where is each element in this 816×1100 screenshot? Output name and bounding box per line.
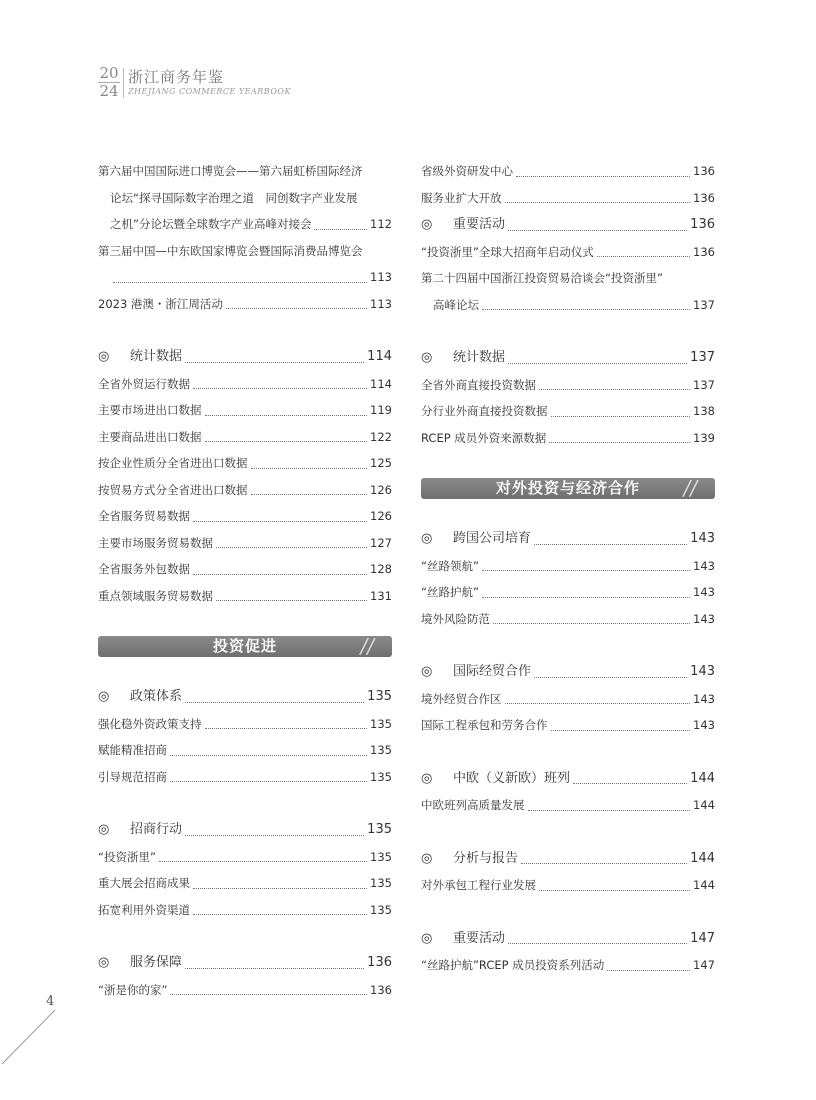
toc-entry[interactable] bbox=[98, 583, 392, 610]
toc-entry-line[interactable]: 第六届中国国际进口博览会——第六届虹桥国际经济 bbox=[98, 164, 363, 178]
toc-entry-page: 113 bbox=[370, 296, 392, 311]
dot-leader bbox=[482, 570, 690, 571]
toc-section-heading[interactable] bbox=[421, 846, 715, 873]
dot-leader bbox=[534, 544, 687, 545]
toc-entry-text: 重大展会招商成果 bbox=[98, 876, 190, 890]
toc-section-heading[interactable] bbox=[98, 950, 392, 977]
toc-section-heading[interactable] bbox=[421, 766, 715, 793]
dot-leader bbox=[528, 810, 691, 811]
dot-leader bbox=[193, 574, 367, 575]
toc-entry[interactable] bbox=[421, 398, 715, 425]
toc-entry[interactable] bbox=[98, 764, 392, 791]
page-number: 4 bbox=[46, 994, 55, 1009]
chapter-banner-investment[interactable] bbox=[98, 636, 392, 657]
dot-leader bbox=[516, 176, 690, 177]
header-divider bbox=[123, 68, 124, 98]
yearbook-subtitle: ZHEJIANG COMMERCE YEARBOOK bbox=[128, 87, 291, 96]
toc-entry-page: 137 bbox=[693, 297, 715, 312]
toc-left-column bbox=[98, 158, 392, 1003]
section-page: 135 bbox=[367, 822, 392, 837]
toc-entry-page: 143 bbox=[693, 585, 715, 599]
toc-entry-text: 强化稳外资政策支持 bbox=[98, 716, 202, 731]
toc-entry-text: 全省外贸运行数据 bbox=[98, 376, 190, 391]
dot-leader bbox=[508, 230, 687, 231]
dot-leader bbox=[551, 416, 691, 417]
dot-leader bbox=[193, 388, 367, 389]
toc-entry-text: 省级外资研发中心 bbox=[421, 164, 513, 178]
toc-entry-text: “浙是你的家” bbox=[98, 982, 168, 997]
toc-entry[interactable] bbox=[98, 264, 392, 291]
dot-leader bbox=[170, 994, 367, 995]
dot-leader bbox=[216, 600, 367, 601]
year-mark bbox=[98, 66, 120, 99]
toc-entry-text: 对外承包工程行业发展 bbox=[421, 878, 536, 892]
dot-leader bbox=[521, 863, 687, 864]
toc-entry-page: 127 bbox=[370, 535, 392, 550]
toc-entry[interactable] bbox=[98, 424, 392, 451]
toc-entry-line[interactable]: 第三届中国—中东欧国家博览会暨国际消费品博览会 bbox=[98, 243, 363, 258]
toc-entry-page: 144 bbox=[693, 798, 715, 812]
slash-decoration-icon: // bbox=[360, 634, 374, 658]
toc-entry[interactable] bbox=[421, 606, 715, 633]
dot-leader bbox=[534, 677, 687, 678]
section-bullet-icon: ◎ bbox=[98, 689, 110, 704]
toc-entry-text: 全省服务外包数据 bbox=[98, 562, 190, 576]
toc-entry[interactable] bbox=[421, 185, 715, 212]
chapter-title: 投资促进 bbox=[212, 637, 277, 655]
toc-section-heading[interactable] bbox=[421, 926, 715, 953]
section-bullet-icon: ◎ bbox=[421, 930, 433, 946]
toc-entry-text: 按企业性质分全省进出口数据 bbox=[98, 456, 248, 470]
section-page: 147 bbox=[690, 930, 715, 946]
chapter-banner-outbound[interactable] bbox=[421, 478, 715, 499]
toc-entry-page: 135 bbox=[370, 849, 392, 864]
toc-section-heading[interactable] bbox=[98, 344, 392, 371]
toc-entry-text: 国际工程承包和劳务合作 bbox=[421, 718, 548, 732]
toc-entry-text: 之机”分论坛暨全球数字产业高峰对接会 bbox=[110, 217, 312, 231]
toc-section-heading[interactable] bbox=[98, 684, 392, 711]
toc-entry-page: 143 bbox=[693, 691, 715, 706]
toc-entry[interactable] bbox=[98, 737, 392, 764]
section-bullet-icon: ◎ bbox=[98, 955, 110, 970]
toc-entry-page: 143 bbox=[693, 718, 715, 732]
section-bullet-icon: ◎ bbox=[98, 349, 110, 364]
dot-leader bbox=[539, 890, 690, 891]
toc-entry-page: 136 bbox=[693, 244, 715, 259]
toc-entry-page: 135 bbox=[370, 876, 392, 890]
section-title: 国际经贸合作 bbox=[453, 664, 532, 679]
dot-leader bbox=[251, 468, 368, 469]
toc-entry[interactable] bbox=[421, 239, 715, 266]
toc-entry-page: 147 bbox=[693, 958, 715, 972]
toc-entry-page: 143 bbox=[693, 558, 715, 573]
toc-entry-text: 按贸易方式分全省进出口数据 bbox=[98, 482, 248, 497]
toc-entry-line[interactable]: 论坛“探寻国际数字治理之道 同创数字产业发展 bbox=[110, 190, 358, 205]
toc-entry[interactable] bbox=[421, 712, 715, 739]
section-page: 144 bbox=[690, 770, 715, 786]
dot-leader bbox=[508, 943, 687, 944]
dot-leader bbox=[314, 229, 367, 230]
dot-leader bbox=[185, 968, 364, 969]
section-page: 136 bbox=[690, 217, 715, 232]
section-title: 服务保障 bbox=[130, 955, 183, 970]
toc-section-heading[interactable] bbox=[421, 212, 715, 239]
toc-entry-text: 分行业外商直接投资数据 bbox=[421, 404, 548, 418]
toc-entry[interactable] bbox=[421, 292, 715, 319]
toc-entry-text: 全省服务贸易数据 bbox=[98, 509, 190, 523]
toc-entry[interactable] bbox=[98, 977, 392, 1004]
section-bullet-icon: ◎ bbox=[421, 350, 433, 365]
toc-entry-page: 135 bbox=[370, 716, 392, 731]
toc-entry[interactable] bbox=[421, 372, 715, 399]
toc-entry[interactable] bbox=[421, 579, 715, 606]
toc-entry[interactable] bbox=[98, 211, 392, 238]
dot-leader bbox=[205, 728, 368, 729]
toc-entry-text: 高峰论坛 bbox=[433, 297, 479, 312]
dot-leader bbox=[159, 861, 367, 862]
toc-entry-line[interactable]: 第二十四届中国浙江投资贸易洽谈会“投资浙里” bbox=[421, 271, 663, 285]
toc-entry-text: 服务业扩大开放 bbox=[421, 190, 502, 205]
toc-entry-page: 138 bbox=[693, 404, 715, 418]
dot-leader bbox=[551, 730, 691, 731]
year-top: 20 bbox=[99, 64, 119, 82]
dot-leader bbox=[508, 363, 687, 364]
section-title: 重要活动 bbox=[453, 217, 506, 232]
section-bullet-icon: ◎ bbox=[98, 822, 110, 837]
dot-leader bbox=[193, 521, 367, 522]
year-bottom: 24 bbox=[99, 82, 119, 100]
section-page: 136 bbox=[367, 955, 392, 970]
dot-leader bbox=[597, 256, 690, 257]
dot-leader bbox=[493, 623, 690, 624]
section-bullet-icon: ◎ bbox=[421, 770, 433, 786]
dot-leader bbox=[205, 415, 368, 416]
toc-entry[interactable] bbox=[98, 844, 392, 871]
toc-entry[interactable] bbox=[98, 503, 392, 530]
toc-entry-page: 114 bbox=[370, 376, 392, 391]
toc-entry-page: 113 bbox=[370, 270, 392, 284]
section-title: 统计数据 bbox=[130, 349, 183, 364]
corner-diagonal-line bbox=[0, 1000, 60, 1070]
toc-entry-text: 主要商品进出口数据 bbox=[98, 429, 202, 444]
section-page: 143 bbox=[690, 531, 715, 546]
dot-leader bbox=[505, 202, 691, 203]
toc-entry[interactable] bbox=[421, 792, 715, 819]
dot-leader bbox=[193, 888, 367, 889]
section-title: 统计数据 bbox=[453, 350, 506, 365]
toc-entry[interactable] bbox=[421, 553, 715, 580]
toc-entry-text: 主要市场进出口数据 bbox=[98, 403, 202, 417]
toc-entry-text: 赋能精准招商 bbox=[98, 743, 167, 757]
dot-leader bbox=[482, 597, 690, 598]
toc-entry-page: 143 bbox=[693, 611, 715, 626]
toc-entry-page: 136 bbox=[693, 190, 715, 205]
toc-entry-text: 拓宽利用外资渠道 bbox=[98, 902, 190, 917]
section-page: 144 bbox=[690, 850, 715, 866]
toc-entry-page: 126 bbox=[370, 482, 392, 497]
toc-section-heading[interactable] bbox=[421, 659, 715, 686]
section-page: 114 bbox=[367, 349, 392, 364]
toc-entry-page: 126 bbox=[370, 509, 392, 523]
toc-entry-text: “投资浙里”全球大招商年启动仪式 bbox=[421, 244, 594, 259]
toc-entry-text: 境外风险防范 bbox=[421, 611, 490, 626]
section-title: 跨国公司培育 bbox=[453, 531, 532, 546]
toc-entry[interactable] bbox=[421, 158, 715, 185]
section-bullet-icon: ◎ bbox=[421, 850, 433, 866]
dot-leader bbox=[539, 389, 690, 390]
toc-entry-text: 引导规范招商 bbox=[98, 769, 167, 784]
toc-entry-page: 131 bbox=[370, 588, 392, 603]
section-bullet-icon: ◎ bbox=[421, 664, 433, 679]
dot-leader bbox=[505, 703, 691, 704]
toc-section-heading[interactable] bbox=[98, 817, 392, 844]
toc-entry[interactable] bbox=[98, 291, 392, 318]
toc-entry[interactable] bbox=[421, 425, 715, 452]
section-title: 重要活动 bbox=[453, 930, 506, 946]
yearbook-title: 浙江商务年鉴 bbox=[128, 68, 225, 86]
dot-leader bbox=[193, 914, 367, 915]
toc-entry[interactable] bbox=[98, 711, 392, 738]
toc-entry-page: 119 bbox=[370, 403, 392, 417]
section-bullet-icon: ◎ bbox=[421, 531, 433, 546]
toc-entry[interactable] bbox=[98, 450, 392, 477]
toc-entry[interactable] bbox=[421, 872, 715, 899]
dot-leader bbox=[607, 970, 690, 971]
toc-entry[interactable] bbox=[98, 371, 392, 398]
dot-leader bbox=[226, 308, 367, 309]
toc-entry-text: 中欧班列高质量发展 bbox=[421, 798, 525, 812]
section-page: 135 bbox=[367, 689, 392, 704]
toc-entry-text: “丝路护航”RCEP 成员投资系列活动 bbox=[421, 958, 605, 972]
toc-entry[interactable] bbox=[98, 556, 392, 583]
toc-entry-text: 2023 港澳・浙江周活动 bbox=[98, 296, 223, 311]
toc-right-column bbox=[421, 158, 715, 979]
dot-leader bbox=[113, 282, 367, 283]
toc-entry[interactable] bbox=[98, 897, 392, 924]
dot-leader bbox=[216, 547, 367, 548]
toc-entry-text: 境外经贸合作区 bbox=[421, 691, 502, 706]
toc-entry-text: “丝路护航” bbox=[421, 585, 479, 599]
section-bullet-icon: ◎ bbox=[421, 217, 433, 232]
toc-entry-page: 112 bbox=[370, 217, 392, 231]
section-title: 政策体系 bbox=[130, 689, 183, 704]
toc-entry-page: 135 bbox=[370, 902, 392, 917]
dot-leader bbox=[170, 755, 367, 756]
dot-leader bbox=[573, 783, 687, 784]
section-title: 中欧（义新欧）班列 bbox=[453, 770, 571, 786]
toc-entry-text: 主要市场服务贸易数据 bbox=[98, 535, 213, 550]
toc-entry-text: RCEP 成员外资来源数据 bbox=[421, 430, 547, 445]
toc-entry[interactable] bbox=[421, 686, 715, 713]
toc-entry-page: 137 bbox=[693, 377, 715, 392]
toc-entry-page: 139 bbox=[693, 430, 715, 445]
toc-entry-page: 122 bbox=[370, 429, 392, 444]
section-page: 143 bbox=[690, 664, 715, 679]
chapter-title: 对外投资与经济合作 bbox=[495, 479, 640, 497]
toc-entry-page: 136 bbox=[693, 164, 715, 178]
dot-leader bbox=[549, 442, 690, 443]
section-title: 分析与报告 bbox=[453, 850, 519, 866]
toc-entry-text: 重点领域服务贸易数据 bbox=[98, 588, 213, 603]
toc-entry[interactable] bbox=[98, 397, 392, 424]
toc-entry-page: 144 bbox=[693, 878, 715, 892]
dot-leader bbox=[205, 441, 368, 442]
toc-entry-page: 135 bbox=[370, 743, 392, 757]
toc-entry-page: 128 bbox=[370, 562, 392, 576]
slash-decoration-icon: // bbox=[683, 476, 697, 500]
toc-entry-text: 全省外商直接投资数据 bbox=[421, 377, 536, 392]
dot-leader bbox=[482, 309, 690, 310]
dot-leader bbox=[185, 835, 364, 836]
section-title: 招商行动 bbox=[130, 822, 183, 837]
toc-section-heading[interactable] bbox=[421, 526, 715, 553]
toc-entry-page: 135 bbox=[370, 769, 392, 784]
dot-leader bbox=[185, 702, 364, 703]
dot-leader bbox=[251, 494, 368, 495]
toc-entry[interactable] bbox=[421, 952, 715, 979]
toc-entry[interactable] bbox=[98, 477, 392, 504]
section-page: 137 bbox=[690, 350, 715, 365]
toc-entry[interactable] bbox=[98, 870, 392, 897]
toc-entry-text: “丝路领航” bbox=[421, 558, 479, 573]
toc-entry-page: 136 bbox=[370, 982, 392, 997]
dot-leader bbox=[170, 781, 367, 782]
toc-entry[interactable] bbox=[98, 530, 392, 557]
dot-leader bbox=[185, 362, 364, 363]
toc-section-heading[interactable] bbox=[421, 345, 715, 372]
toc-entry-text: “投资浙里” bbox=[98, 849, 156, 864]
toc-entry-page: 125 bbox=[370, 456, 392, 470]
